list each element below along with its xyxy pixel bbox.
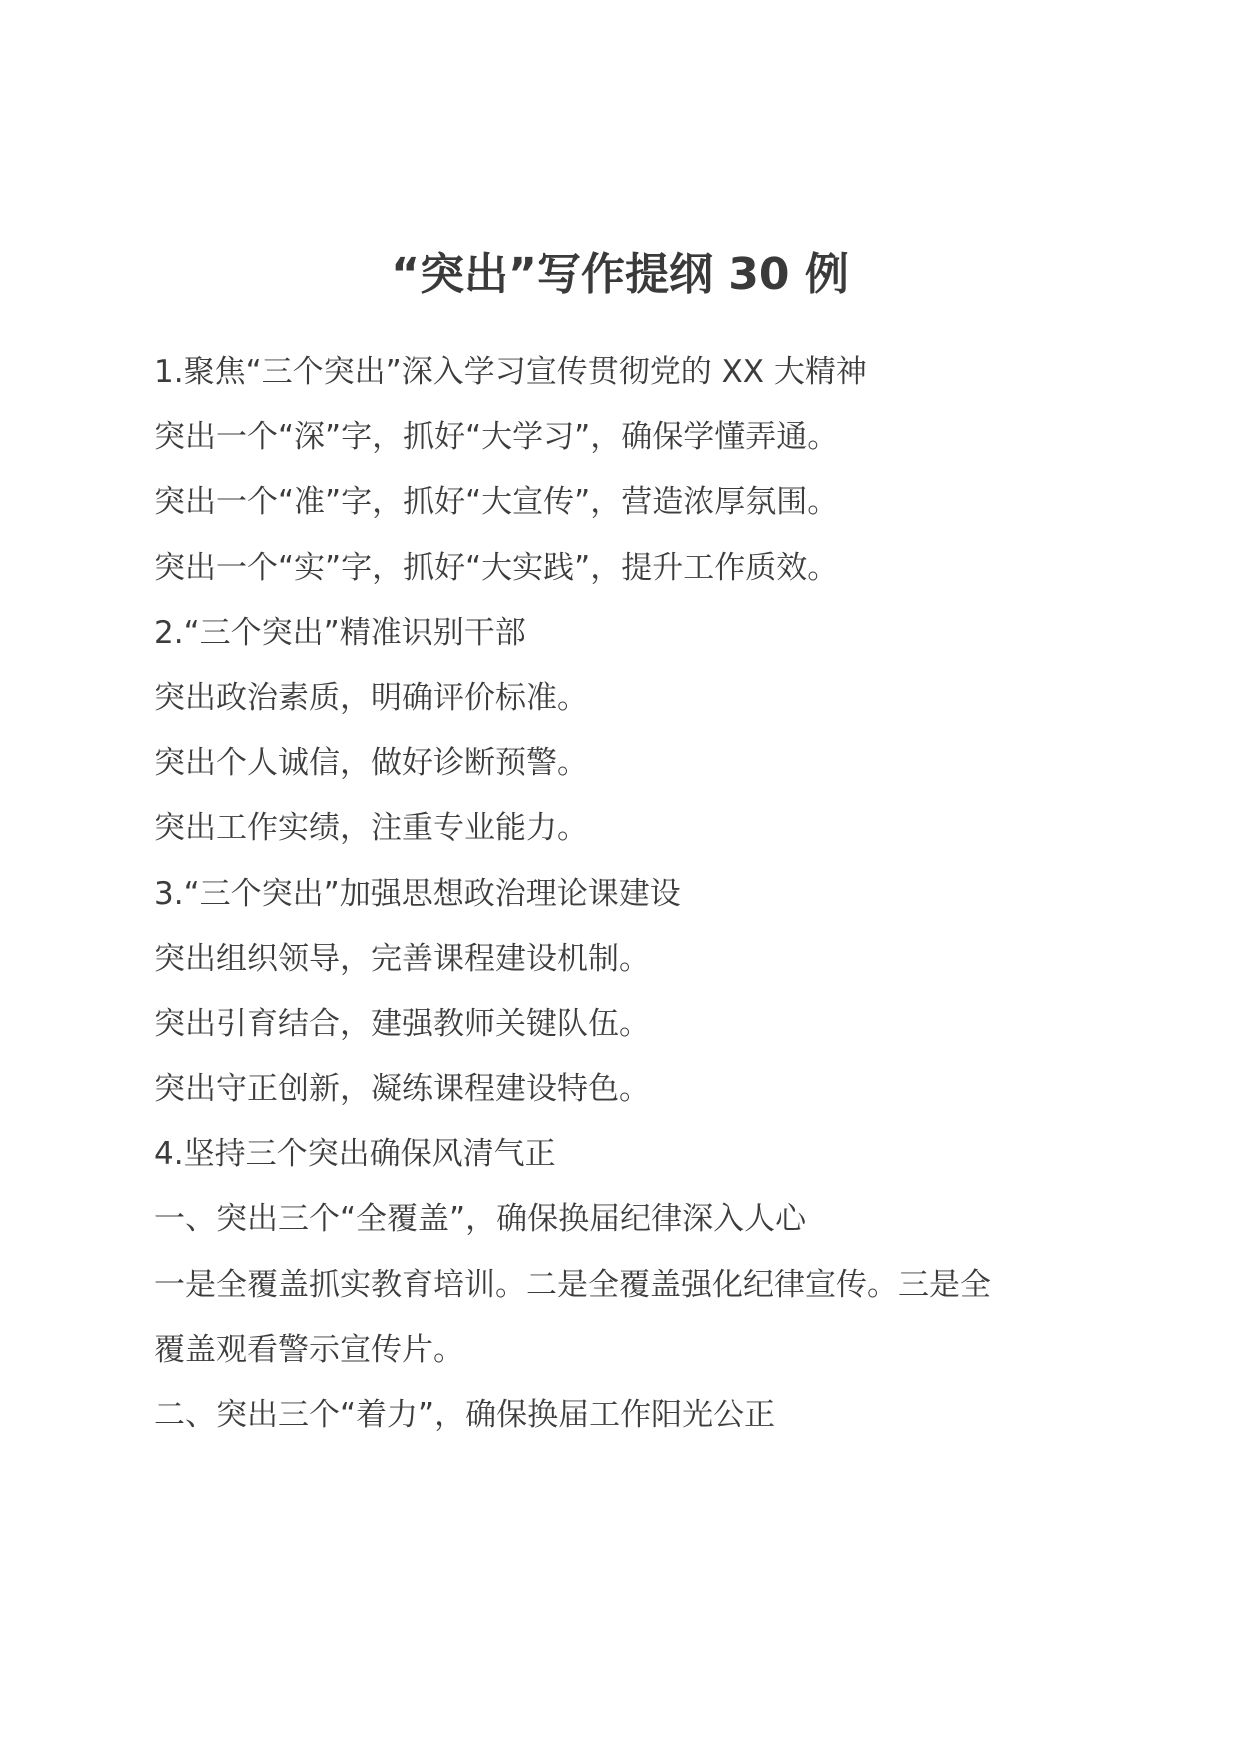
paragraph-line: 突出守正创新，凝练课程建设特色。: [154, 1071, 650, 1108]
paragraph-line: 突出一个“准”字，抓好“大宣传”，营造浓厚氛围。: [154, 484, 839, 521]
paragraph-line: 一是全覆盖抓实教育培训。二是全覆盖强化纪律宣传。三是全: [154, 1266, 991, 1303]
paragraph-line: 突出工作实绩，注重专业能力。: [154, 810, 588, 847]
paragraph-line: 突出引育结合，建强教师关键队伍。: [154, 1005, 650, 1042]
heading-4: 4.坚持三个突出确保风清气正: [154, 1136, 556, 1173]
paragraph-line: 突出组织领导，完善课程建设机制。: [154, 940, 650, 977]
paragraph-line: 突出政治素质，明确评价标准。: [154, 679, 588, 716]
paragraph-line: 覆盖观看警示宣传片。: [154, 1331, 464, 1368]
paragraph-line: 突出个人诚信，做好诊断预警。: [154, 745, 588, 782]
document-title: “突出”写作提纲 30 例: [391, 249, 849, 300]
heading-2: 2.“三个突出”精准识别干部: [154, 614, 526, 651]
heading-1: 1.聚焦“三个突出”深入学习宣传贯彻党的 XX 大精神: [154, 354, 867, 390]
paragraph-line: 突出一个“深”字，抓好“大学习”，确保学懂弄通。: [154, 419, 839, 456]
subheading-line: 一、突出三个“全覆盖”，确保换届纪律深入人心: [154, 1201, 807, 1238]
document-body: [154, 340, 1094, 1448]
heading-3: 3.“三个突出”加强思想政治理论课建设: [154, 875, 681, 912]
subheading-line: 二、突出三个“着力”，确保换届工作阳光公正: [154, 1397, 776, 1433]
paragraph-line: 突出一个“实”字，抓好“大实践”，提升工作质效。: [154, 549, 839, 586]
